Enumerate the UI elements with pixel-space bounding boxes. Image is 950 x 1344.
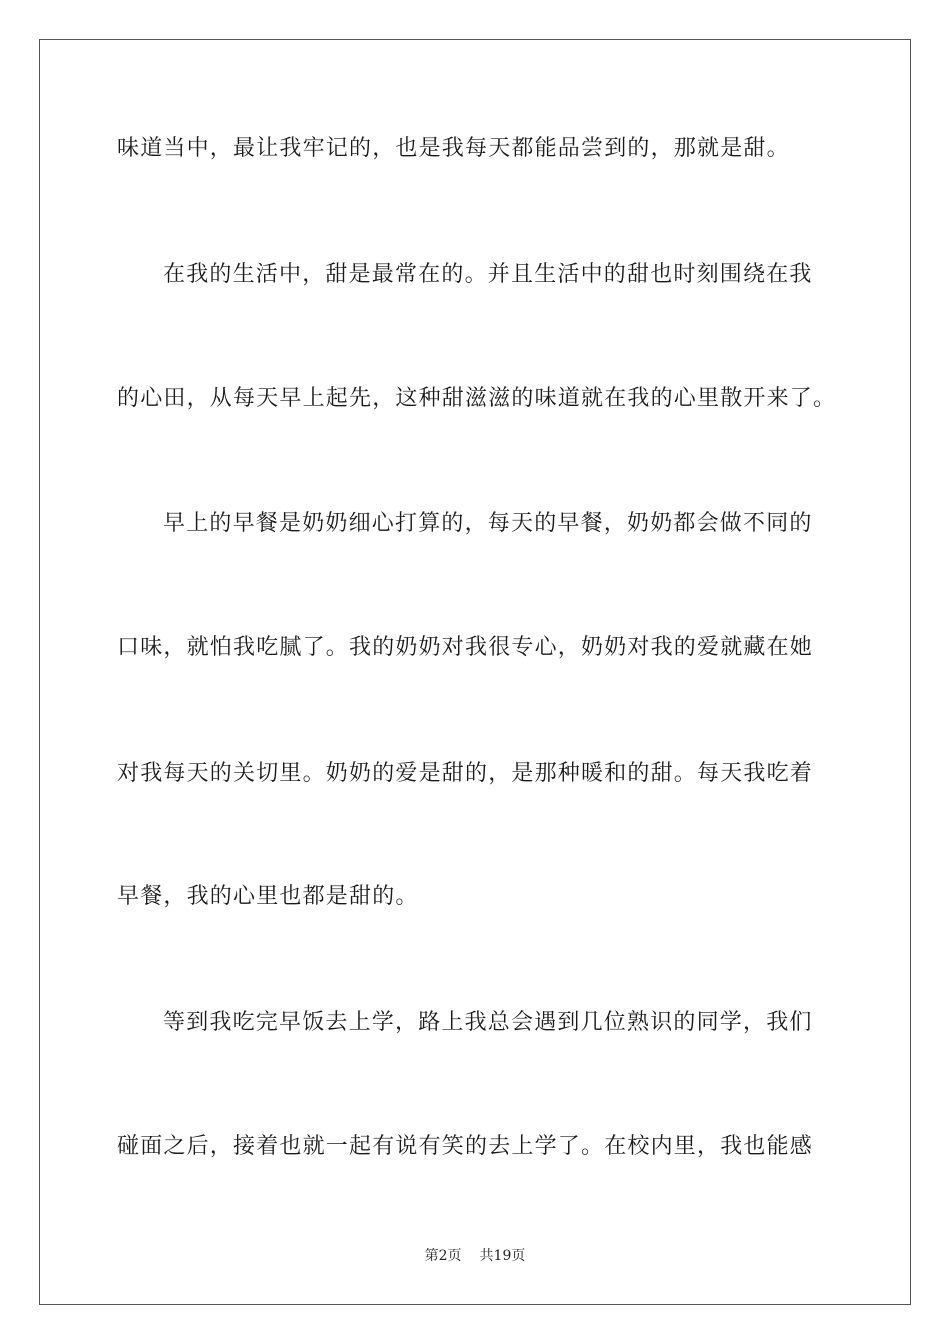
paragraph-line: 口味，就怕我吃腻了。我的奶奶对我很专心，奶奶对我的爱就藏在她 bbox=[117, 635, 814, 660]
paragraph-line: 在我的生活中，甜是最常在的。并且生活中的甜也时刻围绕在我 bbox=[163, 262, 813, 287]
page-footer bbox=[0, 1247, 950, 1265]
page-total: 共19页 bbox=[479, 1248, 526, 1264]
paragraph-line: 味道当中，最让我牢记的，也是我每天都能品尝到的，那就是甜。 bbox=[117, 136, 790, 161]
page-number: 第2页 bbox=[424, 1248, 462, 1264]
page-border bbox=[39, 39, 911, 1305]
paragraph-line: 早上的早餐是奶奶细心打算的，每天的早餐，奶奶都会做不同的 bbox=[163, 511, 813, 536]
paragraph-line: 等到我吃完早饭去上学，路上我总会遇到几位熟识的同学，我们 bbox=[163, 1010, 813, 1035]
paragraph-line: 碰面之后，接着也就一起有说有笑的去上学了。在校内里，我也能感 bbox=[117, 1134, 814, 1159]
paragraph-line: 的心田，从每天早上起先，这种甜滋滋的味道就在我的心里散开来了。 bbox=[117, 386, 837, 411]
paragraph-line: 早餐，我的心里也都是甜的。 bbox=[117, 884, 419, 909]
paragraph-line: 对我每天的关切里。奶奶的爱是甜的，是那种暖和的甜。每天我吃着 bbox=[117, 761, 814, 786]
